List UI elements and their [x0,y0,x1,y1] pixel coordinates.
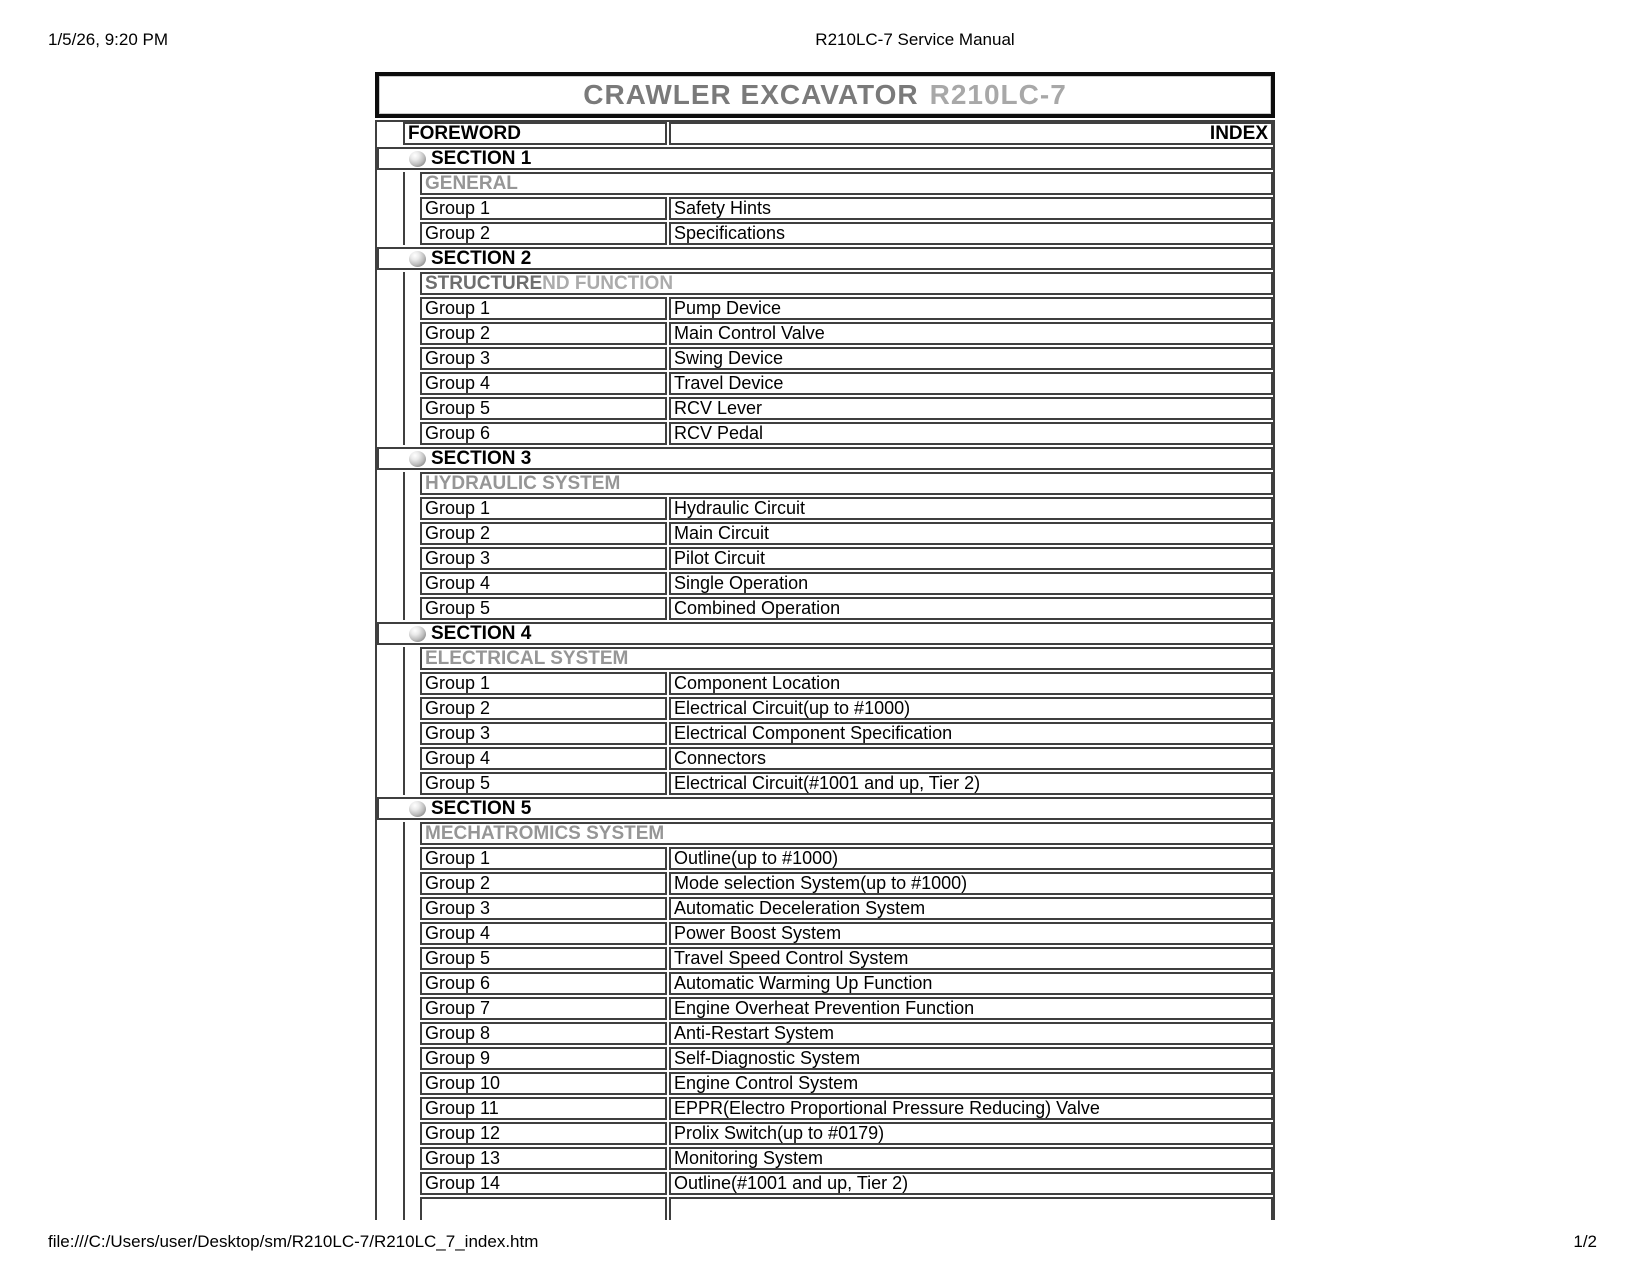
index-table [375,120,1275,1220]
group-desc-cell[interactable]: Anti-Restart System [669,1022,1273,1045]
group-label-cell[interactable]: Group 11 [420,1097,667,1120]
group-row[interactable] [420,997,1273,1020]
group-row[interactable] [420,1047,1273,1070]
group-label-cell[interactable]: Group 1 [420,197,667,220]
group-label-cell[interactable]: Group 9 [420,1047,667,1070]
group-desc-cell[interactable]: Main Control Valve [669,322,1273,345]
group-label-cell[interactable]: Group 2 [420,322,667,345]
group-desc-cell[interactable]: Engine Control System [669,1072,1273,1095]
group-label-cell[interactable]: Group 3 [420,722,667,745]
section-subtitle-part: HYDRAULIC SYSTEM [425,473,621,494]
group-row[interactable] [420,772,1273,795]
group-desc-cell[interactable]: Connectors [669,747,1273,770]
group-row[interactable] [420,847,1273,870]
group-desc-cell[interactable]: Mode selection System(up to #1000) [669,872,1273,895]
section-label: SECTION 1 [431,148,532,169]
section-groups [405,297,1273,445]
sphere-bullet-icon [409,451,426,467]
group-row[interactable] [420,197,1273,220]
banner-title-prefix: CRAWLER EXCAVATOR [583,79,919,110]
section-groups [405,847,1273,1220]
group-row[interactable] [420,297,1273,320]
section-block [377,622,1273,795]
group-row[interactable] [420,397,1273,420]
group-row[interactable] [420,972,1273,995]
group-desc-cell[interactable]: Travel Device [669,372,1273,395]
group-desc-cell[interactable]: Travel Speed Control System [669,947,1273,970]
group-label-cell[interactable]: Group 5 [420,947,667,970]
group-row[interactable] [420,922,1273,945]
section-block [377,447,1273,620]
group-desc-cell[interactable]: Pilot Circuit [669,547,1273,570]
group-label-cell[interactable]: Group 10 [420,1072,667,1095]
group-desc-cell[interactable]: Hydraulic Circuit [669,497,1273,520]
group-desc-cell[interactable]: Main Circuit [669,522,1273,545]
group-desc-cell[interactable]: Automatic Deceleration System [669,897,1273,920]
group-row[interactable] [420,597,1273,620]
group-label-cell[interactable]: Group 1 [420,672,667,695]
section-row-2[interactable] [377,247,1273,270]
group-row[interactable] [420,372,1273,395]
foreword-link[interactable]: FOREWORD [403,122,667,145]
section-subtitle [420,822,1273,845]
group-desc-cell[interactable]: EPPR(Electro Proportional Pressure Reducing) Valve [669,1097,1273,1120]
section-subtitle [420,472,1273,495]
group-desc-cell[interactable]: Safety Hints [669,197,1273,220]
group-desc-cell[interactable]: Automatic Warming Up Function [669,972,1273,995]
sphere-bullet-icon [409,801,426,817]
section-subtitle [420,272,1273,295]
group-row[interactable] [420,1122,1273,1145]
group-row[interactable] [420,422,1273,445]
group-label-cell[interactable]: Group 1 [420,847,667,870]
group-desc-cell[interactable]: Electrical Circuit(#1001 and up, Tier 2) [669,772,1273,795]
group-row[interactable] [420,347,1273,370]
print-footer-page-number: 1/2 [1573,1232,1597,1251]
group-label-cell[interactable]: Group 3 [420,897,667,920]
group-row[interactable] [420,722,1273,745]
banner-title-model: R210LC-7 [929,79,1067,110]
group-desc-cell[interactable]: Single Operation [669,572,1273,595]
group-label-cell[interactable]: Group 3 [420,547,667,570]
clipped-next-row [420,1197,1273,1220]
group-desc-cell[interactable]: Outline(#1001 and up, Tier 2) [669,1172,1273,1195]
section-label: SECTION 4 [431,623,532,644]
group-label-cell[interactable]: Group 2 [420,872,667,895]
group-label-cell[interactable]: Group 2 [420,522,667,545]
group-label-cell[interactable]: Group 12 [420,1122,667,1145]
group-label-cell[interactable]: Group 4 [420,922,667,945]
section-subtitle-part: GENERAL [425,173,518,194]
section-label: SECTION 2 [431,248,532,269]
section-body [403,472,1273,620]
section-row-1[interactable] [377,147,1273,170]
group-row[interactable] [420,497,1273,520]
group-row[interactable] [420,222,1273,245]
group-label-cell[interactable]: Group 5 [420,397,667,420]
group-desc-cell[interactable]: Swing Device [669,347,1273,370]
group-desc-cell[interactable]: Power Boost System [669,922,1273,945]
group-row[interactable] [420,1072,1273,1095]
group-row[interactable] [420,572,1273,595]
group-label-cell[interactable]: Group 4 [420,372,667,395]
sphere-bullet-icon [409,151,426,167]
group-label-cell[interactable]: Group 3 [420,347,667,370]
manual-banner [375,72,1275,118]
group-desc-cell[interactable]: Prolix Switch(up to #0179) [669,1122,1273,1145]
section-subtitle-part: ELECTRICAL SYSTEM [425,648,629,669]
sections [377,147,1273,1220]
print-header-datetime: 1/5/26, 9:20 PM [48,30,169,49]
section-groups [405,197,1273,245]
section-label: SECTION 5 [431,798,532,819]
section-subtitle-part: ND FUNCTION [542,273,674,294]
section-body [403,272,1273,445]
section-body [403,172,1273,245]
index-link[interactable]: INDEX [669,122,1273,145]
group-desc-cell[interactable]: Self-Diagnostic System [669,1047,1273,1070]
group-label-cell[interactable]: Group 4 [420,747,667,770]
group-label-cell[interactable]: Group 13 [420,1147,667,1170]
group-desc-cell[interactable]: Monitoring System [669,1147,1273,1170]
group-row[interactable] [420,897,1273,920]
section-subtitle-part: STRUCTURE [425,273,543,294]
group-row[interactable] [420,522,1273,545]
group-row[interactable] [420,872,1273,895]
section-block [377,247,1273,445]
group-label-cell[interactable]: Group 5 [420,772,667,795]
section-groups [405,672,1273,795]
group-label-cell[interactable]: Group 1 [420,297,667,320]
manual-index-document [375,72,1275,1220]
group-desc-cell[interactable]: Electrical Circuit(up to #1000) [669,697,1273,720]
group-label-cell[interactable]: Group 4 [420,572,667,595]
group-row[interactable] [420,1097,1273,1120]
foreword-index-row [403,122,1273,145]
group-desc-cell[interactable]: Pump Device [669,297,1273,320]
group-desc-cell[interactable]: Specifications [669,222,1273,245]
group-row[interactable] [420,1172,1273,1195]
group-desc-cell[interactable]: Component Location [669,672,1273,695]
section-subtitle [420,172,1273,195]
group-desc-cell[interactable]: Electrical Component Specification [669,722,1273,745]
section-block [377,147,1273,245]
group-desc-cell[interactable]: Combined Operation [669,597,1273,620]
group-row[interactable] [420,697,1273,720]
section-body [403,822,1273,1220]
group-label-cell[interactable]: Group 6 [420,972,667,995]
group-label-cell[interactable]: Group 14 [420,1172,667,1195]
group-label-cell[interactable]: Group 2 [420,697,667,720]
group-row[interactable] [420,672,1273,695]
print-header-title: R210LC-7 Service Manual [815,30,1015,49]
group-row[interactable] [420,322,1273,345]
group-label-cell[interactable]: Group 7 [420,997,667,1020]
section-subtitle-part: MECHATROMICS SYSTEM [425,823,665,844]
section-label: SECTION 3 [431,448,532,469]
group-desc-cell[interactable]: RCV Pedal [669,422,1273,445]
group-row[interactable] [420,547,1273,570]
sphere-bullet-icon [409,251,426,267]
section-block [377,797,1273,1220]
section-body [403,647,1273,795]
group-row[interactable] [420,947,1273,970]
print-footer-file-url: file:///C:/Users/user/Desktop/sm/R210LC-7/R210LC_7_index.htm [48,1232,539,1251]
section-row-5[interactable] [377,797,1273,820]
section-subtitle [420,647,1273,670]
group-label-cell[interactable]: Group 2 [420,222,667,245]
group-desc-cell[interactable]: Engine Overheat Prevention Function [669,997,1273,1020]
group-row[interactable] [420,747,1273,770]
sphere-bullet-icon [409,626,426,642]
group-label-cell[interactable]: Group 6 [420,422,667,445]
group-desc-cell[interactable]: RCV Lever [669,397,1273,420]
group-label-cell[interactable]: Group 1 [420,497,667,520]
group-row[interactable] [420,1147,1273,1170]
group-row[interactable] [420,1022,1273,1045]
group-label-cell[interactable]: Group 8 [420,1022,667,1045]
section-groups [405,497,1273,620]
section-row-4[interactable] [377,622,1273,645]
section-row-3[interactable] [377,447,1273,470]
group-desc-cell[interactable]: Outline(up to #1000) [669,847,1273,870]
group-label-cell[interactable]: Group 5 [420,597,667,620]
